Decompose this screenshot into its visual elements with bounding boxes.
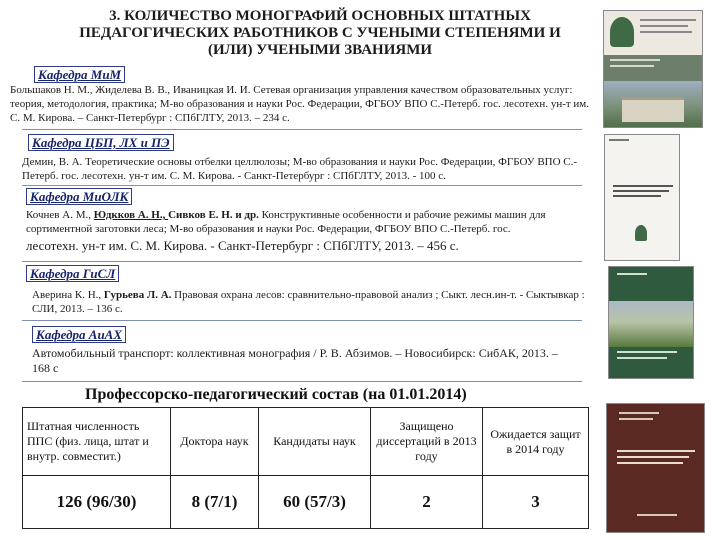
staff-section-title: Профессорско-педагогический состав (на 01.01.2014) bbox=[85, 386, 467, 403]
dept-heading-gisl: Кафедра ГиСЛ bbox=[26, 265, 119, 282]
entry-author-highlight: Юдкков А. Н., bbox=[93, 209, 169, 221]
monograph-entry-mim: Большаков Н. М., Жиделева В. В., Иваницкая И. И. Сетевая организация управления качеством образовательных услуг: теория, методология, практика; М-во образования и науки Рос. Федерации, ФГБОУ ВПО С.-Петерб. гос. лесотехн. ун-т им. С. М. Кирова. – Санкт-Петербург : СПбГЛТУ, 2013. – 234 с. bbox=[10, 84, 590, 124]
staff-table bbox=[22, 407, 589, 529]
book-cover-image bbox=[604, 134, 680, 261]
table-header-row bbox=[23, 408, 589, 476]
entry-authors: Аверина К. Н., bbox=[32, 289, 104, 301]
dept-heading-cbp: Кафедра ЦБП, ЛХ и ПЭ bbox=[28, 134, 174, 151]
dept-heading-miolk: Кафедра МиОЛК bbox=[26, 188, 132, 205]
table-header-cell: Кандидаты наук bbox=[259, 408, 371, 476]
entry-author-bold: Сивков Е. Н. и др. bbox=[168, 209, 259, 221]
entry-text: Конструктивные особенности и рабочие режимы машин для сортиментной заготовки леса; М-во образования и науки Рос. Федерации, ФГБОУ ВПО С.-Петерб. гос. bbox=[26, 209, 546, 235]
table-header-cell: Ожидается защит в 2014 году bbox=[483, 408, 589, 476]
divider bbox=[22, 129, 582, 130]
entry-authors: Кочнев А. М., bbox=[26, 209, 94, 221]
entry-text: Правовая охрана лесов: сравнительно-правовой анализ ; Сыкт. лесн.ин-т. - Сыктывкар : СЛИ, 2013. – 136 с. bbox=[32, 289, 585, 315]
divider bbox=[22, 320, 582, 321]
table-cell: 60 (57/3) bbox=[259, 476, 371, 529]
page-title: 3. КОЛИЧЕСТВО МОНОГРАФИЙ ОСНОВНЫХ ШТАТНЫХ ПЕДАГОГИЧЕСКИХ РАБОТНИКОВ С УЧЕНЫМИ СТЕПЕНЯМИ И (ИЛИ) УЧЕНЫМИ ЗВАНИЯМИ bbox=[79, 8, 561, 58]
table-header-cell: Штатная численность ППС (физ. лица, штат и внутр. совместит.) bbox=[23, 408, 171, 476]
divider bbox=[22, 185, 582, 186]
book-cover-image bbox=[603, 10, 703, 128]
dept-heading-mim: Кафедра МиМ bbox=[34, 66, 125, 83]
book-cover-image bbox=[608, 266, 694, 379]
table-cell: 3 bbox=[483, 476, 589, 529]
book-cover-image bbox=[606, 403, 705, 533]
table-cell: 8 (7/1) bbox=[171, 476, 259, 529]
table-row bbox=[23, 476, 589, 529]
monograph-entry-cbp: Демин, В. А. Теоретические основы отбелки целлюлозы; М-во образования и науки Рос. Федерации, ФГБОУ ВПО С.-Петерб. гос. лесотехн. ун-т им. С. М. Кирова. - Санкт-Петербург : СПбГЛТУ, 2013. - 100 с. bbox=[22, 156, 578, 182]
monograph-entry-miolk-tail: лесотехн. ун-т им. С. М. Кирова. - Санкт-Петербург : СПбГЛТУ, 2013. – 456 с. bbox=[26, 238, 459, 253]
monograph-entry-gisl bbox=[32, 288, 587, 316]
table-cell: 2 bbox=[371, 476, 483, 529]
table-cell: 126 (96/30) bbox=[23, 476, 171, 529]
dept-heading-aiah: Кафедра АиАХ bbox=[32, 326, 126, 343]
table-header-cell: Доктора наук bbox=[171, 408, 259, 476]
divider bbox=[22, 261, 582, 262]
divider bbox=[22, 381, 582, 382]
entry-author-bold: Гурьева Л. А. bbox=[103, 289, 172, 301]
monograph-entry-miolk bbox=[26, 208, 596, 236]
monograph-entry-aiah: Автомобильный транспорт: коллективная монография / Р. В. Абзимов. – Новосибирск: СибАК, 2013. – 168 с bbox=[32, 346, 558, 375]
table-header-cell: Защищено диссертаций в 2013 году bbox=[371, 408, 483, 476]
